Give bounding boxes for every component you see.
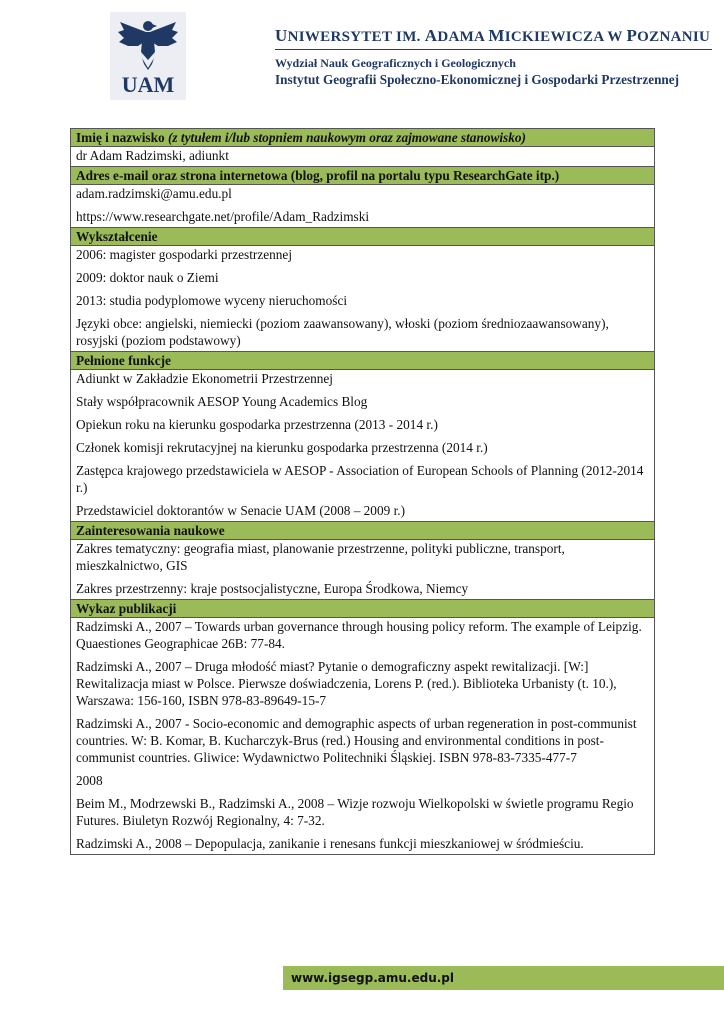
section-line: Stały współpracownik AESOP Young Academics Blog [76,394,368,409]
logo-text: UAM [121,72,175,97]
university-name-part: ICKIEWICZA W [504,29,627,45]
section-header-row [71,352,655,370]
section-body-row [71,147,655,167]
section-line: Zakres tematyczny: geografia miast, planowanie przestrzenne, polityki publiczne, transport, mieszkalnictwo, GIS [76,541,565,573]
section-line: Przedstawiciel doktorantów w Senacie UAM (2008 – 2009 r.) [76,503,406,518]
university-name-cap: M [488,26,505,45]
section-line: adam.radzimski@amu.edu.pl [76,186,232,201]
section-body-row [71,370,655,522]
section-body [71,370,655,522]
section-header-row [71,228,655,246]
university-name-part: NIWERSYTET IM. [287,29,425,45]
section-title-text: Wykształcenie [76,229,158,244]
section-title [71,600,655,618]
institute-name: Instytut Geografii Społeczno-Ekonomicznej i Gospodarki Przestrzennej [275,72,680,87]
section-title-text: Zainteresowania naukowe [76,523,225,538]
section-title [71,522,655,540]
section-line: Radzimski A., 2007 – Druga młodość miast? Pytanie o demograficzny aspekt rewitalizacji. [W:] Rewitalizacja miast w Polsce. Pierwsze doświadczenia, Lorens P. (red.). Biblioteka Urbanisty (t. 10.), Warszawa: 156-160, ISBN 978-83-89649-15-7 [76,659,617,708]
university-name [275,26,710,46]
section-body [71,540,655,600]
section-line: Członek komisji rekrutacyjnej na kierunku gospodarka przestrzenna (2014 r.) [76,440,488,455]
university-name-cap: P [626,26,638,45]
section-line: Opiekun roku na kierunku gospodarka przestrzenna (2013 - 2014 r.) [76,417,438,432]
cv-table [70,128,655,855]
header-divider [275,49,712,50]
section-line: Zastępca krajowego przedstawiciela w AESOP - Association of European Schools of Planning (2012-2014 r.) [76,463,644,495]
section-title [71,228,655,246]
section-body-row [71,246,655,352]
section-body [71,618,655,855]
faculty-name: Wydział Nauk Geograficznych i Geologicznych [275,56,516,70]
section-header-row [71,129,655,147]
section-body-row [71,540,655,600]
section-line: dr Adam Radzimski, adiunkt [76,148,229,163]
section-title-text: Adres e-mail oraz strona internetowa (blog, profil na portalu typu ResearchGate itp.) [76,168,560,183]
section-header-row [71,522,655,540]
section-line: Zakres przestrzenny: kraje postsocjalistyczne, Europa Środkowa, Niemcy [76,581,469,596]
section-header-row [71,167,655,185]
section-body [71,147,655,167]
footer-bar [283,966,724,990]
section-title-text: Imię i nazwisko [76,130,168,145]
section-line: Beim M., Modrzewski B., Radzimski A., 2008 – Wizje rozwoju Wielkopolski w świetle programu Regio Futures. Biuletyn Rozwój Regionalny, 4: 7-32. [76,796,634,828]
section-line: https://www.researchgate.net/profile/Adam_Radzimski [76,209,370,224]
eagle-emblem-icon [110,12,186,100]
section-line: 2009: doktor nauk o Ziemi [76,270,219,285]
section-body [71,246,655,352]
section-header-row [71,600,655,618]
university-name-cap: A [424,26,438,45]
section-line: Adiunkt w Zakładzie Ekonometrii Przestrzennej [76,371,333,386]
section-title [71,352,655,370]
section-line: 2013: studia podyplomowe wyceny nieruchomości [76,293,348,308]
footer-url-link[interactable]: www.igsegp.amu.edu.pl [291,971,455,985]
section-body-row [71,185,655,228]
university-logo [110,12,186,100]
section-line: Języki obce: angielski, niemiecki (poziom zaawansowany), włoski (poziom średniozaawansowany), rosyjski (poziom podstawowy) [76,316,609,348]
section-title-text: Pełnione funkcje [76,353,171,368]
section-line: Radzimski A., 2007 – Towards urban governance through housing policy reform. The example of Leipzig. Quaestiones Geographicae 26B: 77-84. [76,619,642,651]
section-line: Radzimski A., 2007 - Socio-economic and demographic aspects of urban regeneration in post-communist countries. W: B. Komar, B. Kucharczyk-Brus (red.) Housing and environmental conditions in post-communist countries. Gliwice: Wydawnictwo Politechniki Śląskiej. ISBN 978-83-7335-477-7 [76,716,637,765]
university-name-part: OZNANIU [637,29,711,45]
section-title-note: (z tytułem i/lub stopniem naukowym oraz zajmowane stanowisko) [167,130,526,145]
university-name-cap: U [275,26,288,45]
section-line: Radzimski A., 2008 – Depopulacja, zanikanie i renesans funkcji mieszkaniowej w śródmieściu. [76,836,584,851]
section-line: 2006: magister gospodarki przestrzennej [76,247,293,262]
section-line: 2008 [76,773,103,788]
section-body [71,185,655,228]
section-title [71,167,655,185]
section-body-row [71,618,655,855]
section-title [71,129,655,147]
section-title-text: Wykaz publikacji [76,601,177,616]
university-name-part: DAMA [437,29,489,45]
